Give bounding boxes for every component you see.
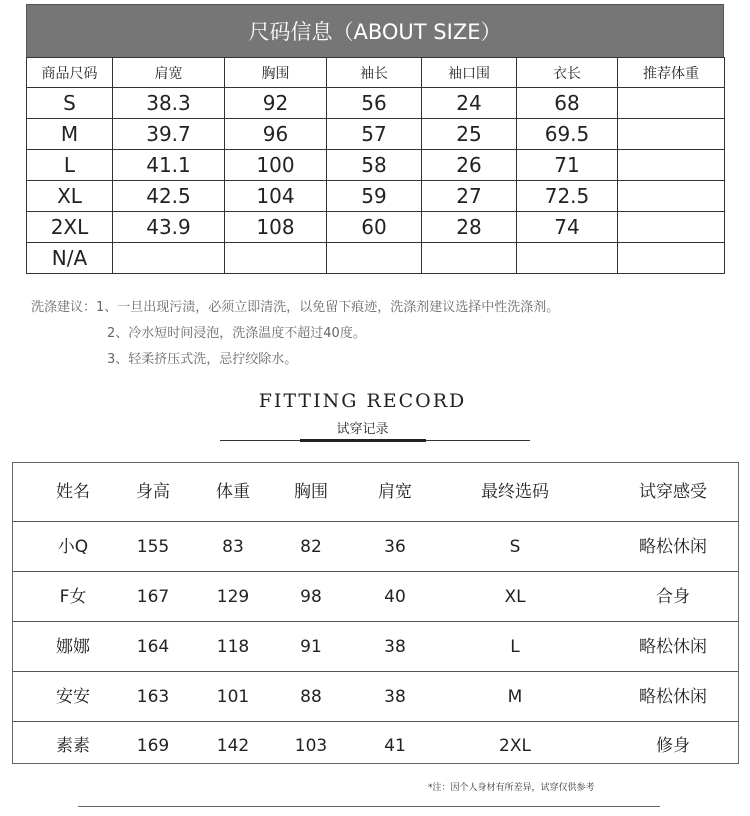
size-chart: [26, 4, 724, 274]
value-cell: 41.1: [113, 150, 225, 181]
size-cell: S: [509, 537, 521, 557]
header-cell: 衣长: [517, 58, 618, 88]
value-cell: 68: [517, 88, 618, 119]
header-cell: 胸围: [225, 58, 327, 88]
fitting-table: [12, 462, 739, 764]
value-cell: 28: [422, 212, 517, 243]
table-row: [27, 181, 725, 212]
value-cell: 26: [422, 150, 517, 181]
value-cell: [618, 88, 725, 119]
chest-cell: 103: [294, 736, 328, 756]
header-cell: 试穿感受: [639, 482, 707, 502]
value-cell: 59: [327, 181, 422, 212]
value-cell: 96: [225, 119, 327, 150]
value-cell: [618, 212, 725, 243]
value-cell: 39.7: [113, 119, 225, 150]
size-cell: 2XL: [499, 736, 531, 756]
shoulder-cell: 40: [384, 587, 406, 607]
washing-item: 2、冷水短时间浸泡，洗涤温度不超过40度。: [107, 326, 366, 341]
value-cell: 38.3: [113, 88, 225, 119]
header-cell: 姓名: [56, 482, 90, 502]
header-cell: 身高: [136, 482, 170, 502]
chest-cell: 98: [300, 587, 322, 607]
name-cell: F女: [59, 587, 87, 607]
value-cell: [113, 243, 225, 274]
size-cell: S: [27, 88, 113, 119]
header-cell: 商品尺码: [27, 58, 113, 88]
size-table-header-row: [27, 58, 725, 88]
value-cell: 60: [327, 212, 422, 243]
name-cell: 娜娜: [56, 637, 90, 657]
table-row: [27, 212, 725, 243]
feeling-cell: 略松休闲: [639, 637, 707, 657]
header-cell: 胸围: [294, 482, 328, 502]
shoulder-cell: 41: [384, 736, 406, 756]
fitting-disclaimer: *注：因个人身材有所差异，试穿仅供参考: [428, 783, 595, 793]
value-cell: [618, 181, 725, 212]
value-cell: 42.5: [113, 181, 225, 212]
value-cell: 74: [517, 212, 618, 243]
name-cell: 小Q: [57, 537, 89, 557]
header-cell: 体重: [216, 482, 250, 502]
value-cell: 100: [225, 150, 327, 181]
weight-cell: 118: [216, 637, 250, 657]
value-cell: 43.9: [113, 212, 225, 243]
height-cell: 155: [136, 537, 170, 557]
value-cell: [225, 243, 327, 274]
fitting-header-row: [13, 467, 738, 517]
fitting-record-title: FITTING RECORD: [258, 390, 467, 412]
feeling-cell: 略松休闲: [639, 687, 707, 707]
height-cell: 163: [136, 687, 170, 707]
washing-item: 3、轻柔挤压式洗，忌拧绞除水。: [107, 352, 298, 367]
table-row: [13, 622, 738, 672]
value-cell: 24: [422, 88, 517, 119]
shoulder-cell: 38: [384, 637, 406, 657]
size-cell: L: [510, 637, 520, 657]
height-cell: 169: [136, 736, 170, 756]
chest-cell: 88: [300, 687, 322, 707]
chest-cell: 91: [300, 637, 322, 657]
weight-cell: 142: [216, 736, 250, 756]
fitting-record-subtitle: 试穿记录: [336, 422, 389, 437]
size-cell: XL: [27, 181, 113, 212]
title-underline-accent: [300, 439, 426, 442]
size-table: [26, 57, 725, 274]
header-cell: 袖口围: [422, 58, 517, 88]
value-cell: 69.5: [517, 119, 618, 150]
value-cell: 104: [225, 181, 327, 212]
header-cell: 袖长: [327, 58, 422, 88]
feeling-cell: 修身: [656, 736, 690, 756]
value-cell: 56: [327, 88, 422, 119]
value-cell: 92: [225, 88, 327, 119]
table-row: [27, 243, 725, 274]
size-cell: XL: [504, 587, 526, 607]
washing-item: 1、一旦出现污渍，必须立即清洗，以免留下痕迹，洗涤剂建议选择中性洗涤剂。: [96, 300, 560, 315]
value-cell: [618, 243, 725, 274]
value-cell: 57: [327, 119, 422, 150]
chest-cell: 82: [300, 537, 322, 557]
value-cell: 27: [422, 181, 517, 212]
name-cell: 素素: [56, 736, 90, 756]
table-row: [13, 672, 738, 722]
header-cell: 肩宽: [113, 58, 225, 88]
value-cell: 72.5: [517, 181, 618, 212]
bottom-divider: [78, 806, 660, 807]
value-cell: 71: [517, 150, 618, 181]
header-cell: 最终选码: [481, 482, 549, 502]
value-cell: 58: [327, 150, 422, 181]
washing-label: 洗涤建议：: [31, 300, 97, 315]
header-cell: 推荐体重: [618, 58, 725, 88]
value-cell: [618, 119, 725, 150]
size-cell: N/A: [27, 243, 113, 274]
washing-line: [31, 295, 559, 321]
value-cell: [327, 243, 422, 274]
table-row: [27, 119, 725, 150]
weight-cell: 83: [222, 537, 244, 557]
shoulder-cell: 38: [384, 687, 406, 707]
weight-cell: 101: [216, 687, 250, 707]
table-row: [13, 721, 738, 771]
value-cell: [517, 243, 618, 274]
table-row: [13, 522, 738, 572]
feeling-cell: 合身: [656, 587, 690, 607]
size-cell: M: [507, 687, 523, 707]
size-cell: L: [27, 150, 113, 181]
shoulder-cell: 36: [384, 537, 406, 557]
feeling-cell: 略松休闲: [639, 537, 707, 557]
value-cell: [618, 150, 725, 181]
value-cell: [422, 243, 517, 274]
table-row: [27, 150, 725, 181]
name-cell: 安安: [56, 687, 90, 707]
height-cell: 167: [136, 587, 170, 607]
header-cell: 肩宽: [378, 482, 412, 502]
value-cell: 108: [225, 212, 327, 243]
table-row: [13, 572, 738, 622]
size-cell: M: [27, 119, 113, 150]
table-row: [27, 88, 725, 119]
size-chart-title: 尺码信息（ABOUT SIZE）: [26, 4, 724, 57]
value-cell: 25: [422, 119, 517, 150]
washing-instructions: [31, 295, 559, 373]
weight-cell: 129: [216, 587, 250, 607]
height-cell: 164: [136, 637, 170, 657]
size-cell: 2XL: [27, 212, 113, 243]
